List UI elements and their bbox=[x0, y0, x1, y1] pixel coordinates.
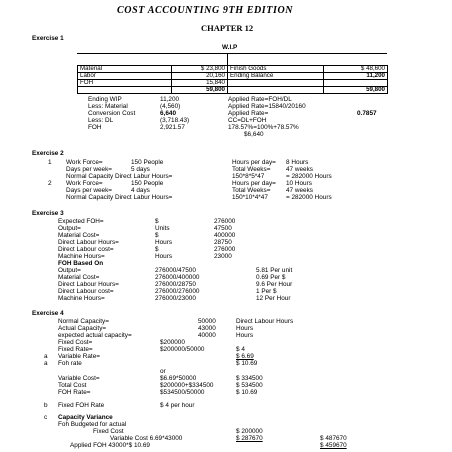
total-cost-label: Total Cost bbox=[58, 382, 87, 389]
variable-cost-value: $ 334500 bbox=[236, 375, 263, 382]
ex3-based-result: 1 Per $ bbox=[256, 288, 277, 295]
wip-cell: Labor bbox=[78, 73, 172, 80]
ex3-label: Expected FOH= bbox=[58, 218, 104, 225]
variable-rate-value: $ 6.69 bbox=[236, 353, 254, 360]
ex2-value: 150 People bbox=[131, 159, 164, 166]
ex2-formula: 150*10*4*47 bbox=[232, 194, 268, 201]
ex1-line-value: 11,200 bbox=[160, 96, 180, 103]
ex3-based-label: Direct Labour cost= bbox=[58, 288, 114, 295]
ex1-line-note: Applied Rate=FOH/DL bbox=[228, 96, 292, 103]
ex2-label: Normal Capacity Direct Labur Hours= bbox=[66, 194, 173, 201]
exercise-4-label: Exercise 4 bbox=[32, 310, 64, 317]
foh-rate-label: Foh rate bbox=[58, 360, 82, 367]
total-rate-label: FOH Rate= bbox=[58, 389, 91, 396]
ex3-based-calc: 276000/28750 bbox=[155, 281, 196, 288]
table-row bbox=[78, 80, 388, 87]
ex1-line-note: Applied Rate=15840/20160 bbox=[228, 103, 306, 110]
t-account-top-rule bbox=[77, 53, 387, 54]
wip-cell: $ 48,600 bbox=[324, 66, 388, 73]
ex2-label: Days per week= bbox=[66, 187, 112, 194]
page-title: COST ACCOUNTING 9TH EDITION bbox=[117, 5, 294, 16]
fixed-cost-2-value: $ 200000 bbox=[236, 428, 263, 435]
ex3-based-calc: 276000/23000 bbox=[155, 295, 196, 302]
ex4-value: 40000 bbox=[198, 332, 216, 339]
ex4-label: expected actual capacity= bbox=[58, 332, 132, 339]
variable-cost-2-value: $ 287670 bbox=[236, 435, 263, 442]
ex2-label: Total Weeks= bbox=[232, 166, 271, 173]
wip-cell: Material bbox=[78, 66, 172, 73]
wip-cell: $ 23,800 bbox=[172, 66, 228, 73]
ex3-based-label: Machine Hours= bbox=[58, 295, 105, 302]
ex2-value: 5 days bbox=[131, 166, 150, 173]
ex3-based-calc: 276000/400000 bbox=[155, 274, 200, 281]
ex2-formula: 150*8*5*47 bbox=[232, 173, 265, 180]
foh-based-on-heading: FOH Based On bbox=[58, 260, 104, 267]
ex1-line-label: Less: Material bbox=[88, 103, 128, 110]
exercise-2-label: Exercise 2 bbox=[32, 150, 64, 157]
variable-cost-2-label: Variable Cost 6.69*43000 bbox=[110, 435, 183, 442]
ex1-line-note: 178.57%=100%+78.57% bbox=[228, 124, 299, 131]
ex3-based-label: Material Cost= bbox=[58, 274, 100, 281]
part-a-letter: a bbox=[44, 360, 48, 367]
wip-cell: 59,800 bbox=[324, 87, 388, 94]
wip-t-account bbox=[77, 65, 388, 94]
ex2-label: Normal Capacity Direct Labur Hours= bbox=[66, 173, 173, 180]
total-rate-calc: $534500/50000 bbox=[160, 389, 205, 396]
ex1-line-value: (3,718.43) bbox=[160, 117, 190, 124]
wip-cell: Finish Goods bbox=[228, 66, 324, 73]
part-b-letter: b bbox=[44, 402, 48, 409]
part-c-letter: c bbox=[44, 414, 48, 421]
wip-cell: 15,840 bbox=[172, 80, 228, 87]
fixed-rate-calc: $200000/50000 bbox=[160, 346, 205, 353]
ex1-line-value: 6,640 bbox=[160, 110, 176, 117]
ex3-label: Output= bbox=[58, 225, 81, 232]
ex1-line-label: Conversion Cost bbox=[88, 110, 136, 117]
ex3-based-calc: 276000/47500 bbox=[155, 267, 196, 274]
ex2-item-number: 1 bbox=[48, 159, 52, 166]
ex1-line-label: FOH bbox=[88, 124, 102, 131]
ex3-value: 400000 bbox=[214, 232, 236, 239]
applied-foh-value: $ 459670 bbox=[320, 442, 347, 449]
wip-title: W.I.P bbox=[222, 44, 238, 51]
fixed-cost-label: Fixed Cost= bbox=[58, 339, 93, 346]
ex3-unit: $ bbox=[155, 232, 159, 239]
wip-cell bbox=[78, 87, 172, 94]
total-cost-calc: $200000+$334500 bbox=[160, 382, 214, 389]
fixed-cost-2-label: Fixed Cost bbox=[93, 428, 124, 435]
ex3-unit: Units bbox=[155, 225, 170, 232]
ex4-unit: Direct Labour Hours bbox=[236, 318, 294, 325]
exercise-1-label: Exercise 1 bbox=[32, 35, 64, 42]
total-rate-value: $ 10.69 bbox=[236, 389, 258, 396]
ex4-value: 50000 bbox=[198, 318, 216, 325]
total-cost-value: $ 534500 bbox=[236, 382, 263, 389]
ex1-rate-value: 0.7857 bbox=[357, 110, 377, 117]
ex1-line-value: (4,560) bbox=[160, 103, 181, 110]
ex4-unit: Hours bbox=[236, 332, 254, 339]
ex2-label: Hours per day= bbox=[232, 159, 276, 166]
ex3-based-label: Direct Labour Hours= bbox=[58, 281, 119, 288]
table-row bbox=[78, 87, 388, 94]
ex3-label: Direct Labour Hours= bbox=[58, 239, 119, 246]
wip-cell: Ending Balance bbox=[228, 73, 324, 80]
ex3-based-result: 0.69 Per $ bbox=[256, 274, 286, 281]
ex4-value: 43000 bbox=[198, 325, 216, 332]
applied-foh-label: Applied FOH 43000*$ 10.69 bbox=[70, 442, 150, 449]
chapter-heading: CHAPTER 12 bbox=[201, 23, 254, 33]
ex3-based-result: 12 Per Hour bbox=[256, 295, 291, 302]
fixed-rate-value: $ 4 bbox=[236, 346, 245, 353]
wip-cell: FOH bbox=[78, 80, 172, 87]
ex2-label: Work Force= bbox=[66, 180, 103, 187]
ex3-value: 276000 bbox=[214, 246, 236, 253]
ex2-label: Days per week= bbox=[66, 166, 112, 173]
variable-cost-label: Variable Cost= bbox=[58, 375, 100, 382]
ex3-label: Material Cost= bbox=[58, 232, 100, 239]
ex3-based-result: 9.6 Per Hour bbox=[256, 281, 293, 288]
ex2-label: Work Force= bbox=[66, 159, 103, 166]
ex2-label: Total Weeks= bbox=[232, 187, 271, 194]
variable-cost-2-total: $ 487670 bbox=[320, 435, 347, 442]
foh-rate-value: $ 10.69 bbox=[236, 360, 258, 367]
ex4-unit: Hours bbox=[236, 325, 254, 332]
ex2-label: Hours per day= bbox=[232, 180, 276, 187]
ex3-unit: Hours bbox=[155, 239, 173, 246]
wip-cell: 11,200 bbox=[324, 73, 388, 80]
ex3-value: 47500 bbox=[214, 225, 232, 232]
capacity-variance-heading: Capacity Variance bbox=[58, 414, 113, 421]
ex2-value: 150 People bbox=[131, 180, 164, 187]
ex1-line-note: $6,640 bbox=[244, 131, 264, 138]
ex2-item-number: 2 bbox=[48, 180, 52, 187]
ex2-value: 10 Hours bbox=[286, 180, 312, 187]
ex3-unit: $ bbox=[155, 218, 159, 225]
ex3-label: Direct Labour cost= bbox=[58, 246, 114, 253]
ex2-result: = 282000 Hours bbox=[286, 173, 332, 180]
fixed-cost-value: $200000 bbox=[160, 339, 185, 346]
wip-cell bbox=[228, 80, 324, 87]
ex4-label: Normal Capacity= bbox=[58, 318, 109, 325]
ex2-value: 8 Hours bbox=[286, 159, 309, 166]
ex2-value: 47 weeks bbox=[286, 187, 313, 194]
variable-cost-calc: $6.69*50000 bbox=[160, 375, 197, 382]
ex2-result: = 282000 Hours bbox=[286, 194, 332, 201]
or-separator: or bbox=[160, 368, 166, 375]
ex1-line-value: 2,921.57 bbox=[160, 124, 185, 131]
table-row bbox=[78, 73, 388, 80]
ex1-line-note: CC=DL+FOH bbox=[228, 117, 267, 124]
part-a-letter: a bbox=[44, 353, 48, 360]
ex3-based-result: 5.81 Per unit bbox=[256, 267, 293, 274]
ex1-line-label: Ending WIP bbox=[88, 96, 122, 103]
variable-rate-label: Variable Rate= bbox=[58, 353, 100, 360]
foh-budget-label: Foh Budgeted for actual bbox=[58, 421, 127, 428]
ex2-value: 47 weeks bbox=[286, 166, 313, 173]
fixed-rate-label: Fixed Rate= bbox=[58, 346, 93, 353]
ex3-unit: $ bbox=[155, 246, 159, 253]
fixed-foh-rate-label: Fixed FOH Rate bbox=[58, 402, 105, 409]
ex3-value: 23000 bbox=[214, 253, 232, 260]
ex3-label: Machine Hours= bbox=[58, 253, 105, 260]
wip-cell: 20,160 bbox=[172, 73, 228, 80]
wip-cell: 59,800 bbox=[172, 87, 228, 94]
ex4-label: Actual Capacity= bbox=[58, 325, 107, 332]
ex1-line-label: Less: DL bbox=[88, 117, 114, 124]
ex2-value: 4 days bbox=[131, 187, 150, 194]
ex3-value: 276000 bbox=[214, 218, 236, 225]
fixed-foh-rate-value: $ 4 per hour bbox=[160, 402, 195, 409]
ex1-line-note: Applied Rate= bbox=[228, 110, 269, 117]
wip-cell bbox=[228, 87, 324, 94]
ex3-based-label: Output= bbox=[58, 267, 81, 274]
t-account-center-rule bbox=[227, 53, 228, 65]
ex3-based-calc: 276000/276000 bbox=[155, 288, 200, 295]
ex3-value: 28750 bbox=[214, 239, 232, 246]
ex3-unit: Hours bbox=[155, 253, 173, 260]
exercise-3-label: Exercise 3 bbox=[32, 210, 64, 217]
